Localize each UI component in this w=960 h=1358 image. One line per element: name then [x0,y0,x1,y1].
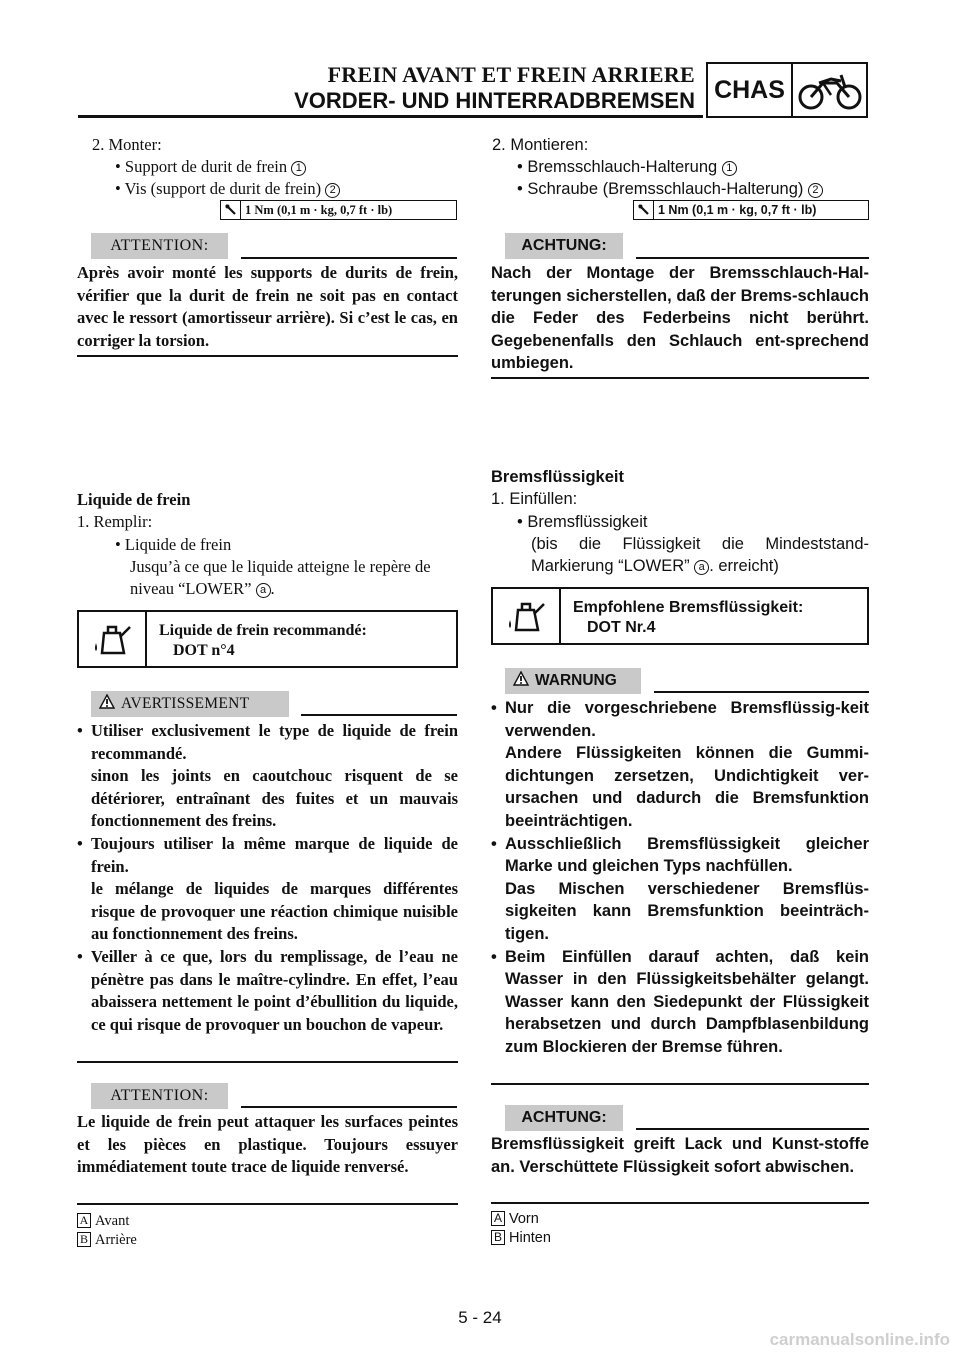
de-warning-list [491,697,869,1059]
watermark: carmanualsonline.info [769,1330,950,1349]
fr-fluid-bullet: • Liquide de frein [115,535,232,554]
fr-fluid-heading: Liquide de frein [77,490,191,509]
de-attention-end-1 [491,377,869,379]
fr-torque-spec: 1 Nm (0,1 m · kg, 0,7 ft · lb) [220,200,457,220]
header-rule [78,115,703,118]
fr-bullet-hose-holder: • Support de durit de frein 1 [115,156,306,178]
oil-can-icon [493,589,561,643]
de-bullet-hose-holder: • Bremsschlauch-Halterung 1 [517,156,737,178]
de-torque-spec: 1 Nm (0,1 m · kg, 0,7 ft · lb) [633,200,869,220]
fr-fluid-line1: Jusqu’à ce que le liquide atteigne le repère de [130,557,431,576]
fr-bullet-screw: • Vis (support de durit de frein) 2 [115,178,340,200]
de-attention-text-1: Nach der Montage der Bremsschlauch-Hal-terungen sicherstellen, daß der Brems-schlauch die Feder des Federbeins nicht berührt. Gegebenenfalls den Schlauch ent-sprechend umbiegen. [491,264,869,372]
fr-attention-rule-2 [241,1106,457,1108]
de-fluid-line2: Markierung “LOWER” a . erreicht) [531,557,779,575]
fr-step-mount: 2. Monter: [92,135,162,154]
de-fluid-line1: (bis die Flüssigkeit die Mindeststand- [531,535,869,553]
de-warning-item: • Nur die vorgeschriebene Bremsflüssig-keit verwenden. Andere Flüssigkeiten können die Gummi-dichtungen zersetzen, Undichtigkeit ver-ursachen und dadurch die Bremsfunktion beeinträchtigen. [491,697,869,833]
fr-attention-badge-1: ATTENTION: [91,233,228,259]
de-attention-end-2 [491,1202,869,1204]
fr-fluid-step: 1. Remplir: [77,512,153,531]
motorcycle-icon [793,64,866,116]
fr-recommended-fluid-box: Liquide de frein recommandé: DOT n°4 [77,610,458,668]
fr-attention-rule-1 [241,257,457,259]
de-fluid-bullet: • Bremsflüssigkeit [517,513,648,531]
header-title-de: VORDER- UND HINTERRADBREMSEN [294,88,695,113]
fr-legend-rear: B Arrière [77,1232,137,1249]
fr-warning-item: • Toujours utiliser la même marque de liquide de frein. le mélange de liquides de marques différentes risque de provoquer une réaction chimique nuisible au fonctionnement des freins. [77,833,458,946]
fr-warning-badge: AVERTISSEMENT [91,691,289,717]
section-tab [706,62,868,118]
oil-can-icon [79,612,147,666]
fr-attention-badge-2: ATTENTION: [91,1083,228,1109]
fr-attention-end-1 [77,355,458,357]
fr-fluid-line2: niveau “LOWER” a . [130,579,275,598]
de-attention-badge-1: ACHTUNG: [505,233,623,259]
de-step-mount: 2. Montieren: [492,136,589,154]
fr-warning-end [77,1061,458,1063]
de-recommended-fluid-box: Empfohlene Bremsflüssigkeit: DOT Nr.4 [491,587,869,645]
de-attention-text-2: Bremsflüssigkeit greift Lack und Kunst-stoffe an. Verschüttete Flüssigkeit sofort abwischen. [491,1135,869,1176]
fr-attention-end-2 [77,1203,458,1205]
page-number: 5 - 24 [458,1308,502,1327]
fr-warning-item: • Utiliser exclusivement le type de liquide de frein recommandé. sinon les joints en caoutchouc risquent de se détériorer, entraînant des fuites et un mauvais fonctionnement des freins. [77,720,458,833]
de-attention-rule-2 [636,1128,869,1130]
de-warning-item: • Beim Einfüllen darauf achten, daß kein Wasser in den Flüssigkeitsbehälter gelangt. Wasser kann den Siedepunkt der Flüssigkeit herabsetzen und durch Dampfblasenbildung zum Blockieren der Bremse führen. [491,946,869,1059]
fr-attention-text-2: Le liquide de frein peut attaquer les surfaces peintes et les pièces en plastique. Toujours essuyer immédiatement toute trace de liquide renversé. [77,1112,458,1176]
de-fluid-heading: Bremsflüssigkeit [491,468,624,486]
fr-attention-text-1: Après avoir monté les supports de durits de frein, vérifier que la durit de frein ne soit pas en contact avec le ressort (amortisseur arrière). Si c’est le cas, en corriger la torsion. [77,263,458,350]
de-warning-end [491,1083,869,1085]
warning-triangle-icon [513,671,529,691]
warning-triangle-icon [99,694,115,714]
section-label: CHAS [708,64,793,116]
de-attention-rule-1 [636,257,869,259]
de-attention-badge-2: ACHTUNG: [505,1105,623,1131]
fr-legend-front: A Avant [77,1213,129,1230]
de-warning-badge: WARNUNG [505,668,641,694]
de-bullet-screw: • Schraube (Bremsschlauch-Halterung) 2 [517,178,823,200]
de-warning-rule [654,691,869,693]
fr-warning-rule [301,714,457,716]
de-warning-item: • Ausschließlich Bremsflüssigkeit gleicher Marke und gleichen Typs nachfüllen. Das Mischen verschiedener Bremsflüs-sigkeiten kann Bremsfunktion beeinträch-tigen. [491,833,869,946]
header-title-fr: FREIN AVANT ET FREIN ARRIERE [327,62,695,87]
fr-warning-item: • Veiller à ce que, lors du remplissage, de l’eau ne pénètre pas dans le maître-cylindre. En effet, l’eau abaissera nettement le point d’ébullition du liquide, ce qui risque de provoquer un bouchon de vapeur. [77,946,458,1036]
de-legend-front: A Vorn [491,1211,539,1227]
fr-warning-list [77,720,458,1036]
de-fluid-step: 1. Einfüllen: [491,490,578,508]
wrench-icon [634,201,654,219]
de-legend-rear: B Hinten [491,1230,551,1246]
wrench-icon [221,201,241,219]
